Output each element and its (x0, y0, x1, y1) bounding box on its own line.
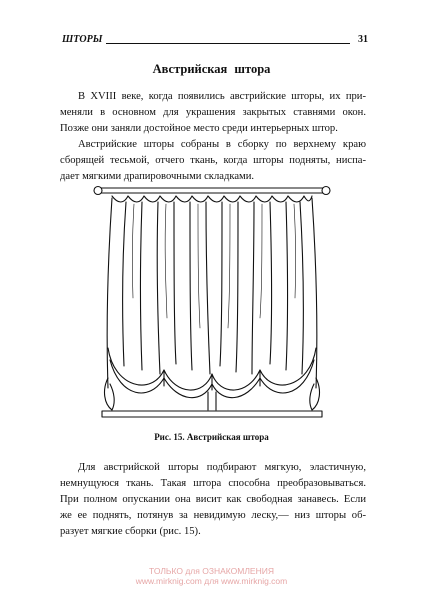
paragraph-fabric (60, 460, 366, 540)
shade-line (260, 204, 262, 318)
fold-line (236, 202, 238, 372)
heading-gathers (112, 196, 312, 202)
text-line: немнущуюся ткань. Такая штора способна преобразовываться. (60, 478, 366, 489)
curtain-rod (98, 188, 326, 193)
text-line: Позже они заняли достойное место среди интерьерных штор. (60, 123, 338, 134)
paragraph-history (60, 89, 366, 137)
rod-finial-right (322, 187, 330, 195)
text-line: Австрийские шторы собраны в сборку по верхнему краю (78, 139, 366, 150)
fold-line (157, 202, 160, 374)
figure-caption: Рис. 15. Австрийская штора (154, 432, 269, 442)
section-title: ШТОРЫ (62, 34, 103, 45)
watermark-line: ТОЛЬКО для ОЗНАКОМЛЕНИЯ (149, 566, 274, 576)
article-title: Австрийская штора (152, 62, 271, 76)
fold-line (141, 202, 143, 370)
fold-line (123, 202, 126, 366)
tail-left (105, 378, 115, 410)
fold-line (220, 202, 222, 366)
austrian-curtain-illustration (92, 178, 332, 428)
text-line: разует мягкие сборки (рис. 15). (60, 526, 201, 537)
text-line: Для австрийской шторы подбирают мягкую, эластичную, (78, 462, 366, 473)
rod-finial-left (94, 187, 102, 195)
text-line: же ее поднять, потянув за невидимую леску,— низ шторы об- (60, 510, 366, 521)
text-line: меняли в основном для украшения закрытых ставнями окон. (60, 107, 366, 118)
window-sill (102, 411, 322, 417)
fold-line (190, 202, 192, 370)
watermark (0, 566, 423, 586)
fold-line (270, 202, 272, 364)
fold-line (206, 202, 210, 374)
running-header (62, 34, 368, 48)
fold-line (174, 202, 176, 364)
fold-line (286, 202, 288, 370)
page-number: 31 (358, 34, 368, 45)
tail-right (310, 378, 320, 410)
shade-line (198, 204, 200, 328)
shade-line (294, 204, 296, 298)
fold-line (300, 202, 303, 374)
text-line: При полном опускании она висит как свободная занавесь. Если (60, 494, 366, 505)
fold-line (252, 202, 254, 374)
header-rule (106, 43, 350, 44)
text-line: дает мягкими драпировочными складками. (60, 171, 255, 182)
text-line: В XVIII веке, когда появились австрийские шторы, их при- (78, 91, 366, 102)
shade-line (132, 204, 134, 298)
shade-line (228, 204, 230, 328)
shade-line (165, 204, 167, 318)
watermark-line: www.mirknig.com для www.mirknig.com (135, 576, 288, 586)
text-line: сборящей тесьмой, отчего ткань, когда шторы подняты, ниспа- (60, 155, 366, 166)
